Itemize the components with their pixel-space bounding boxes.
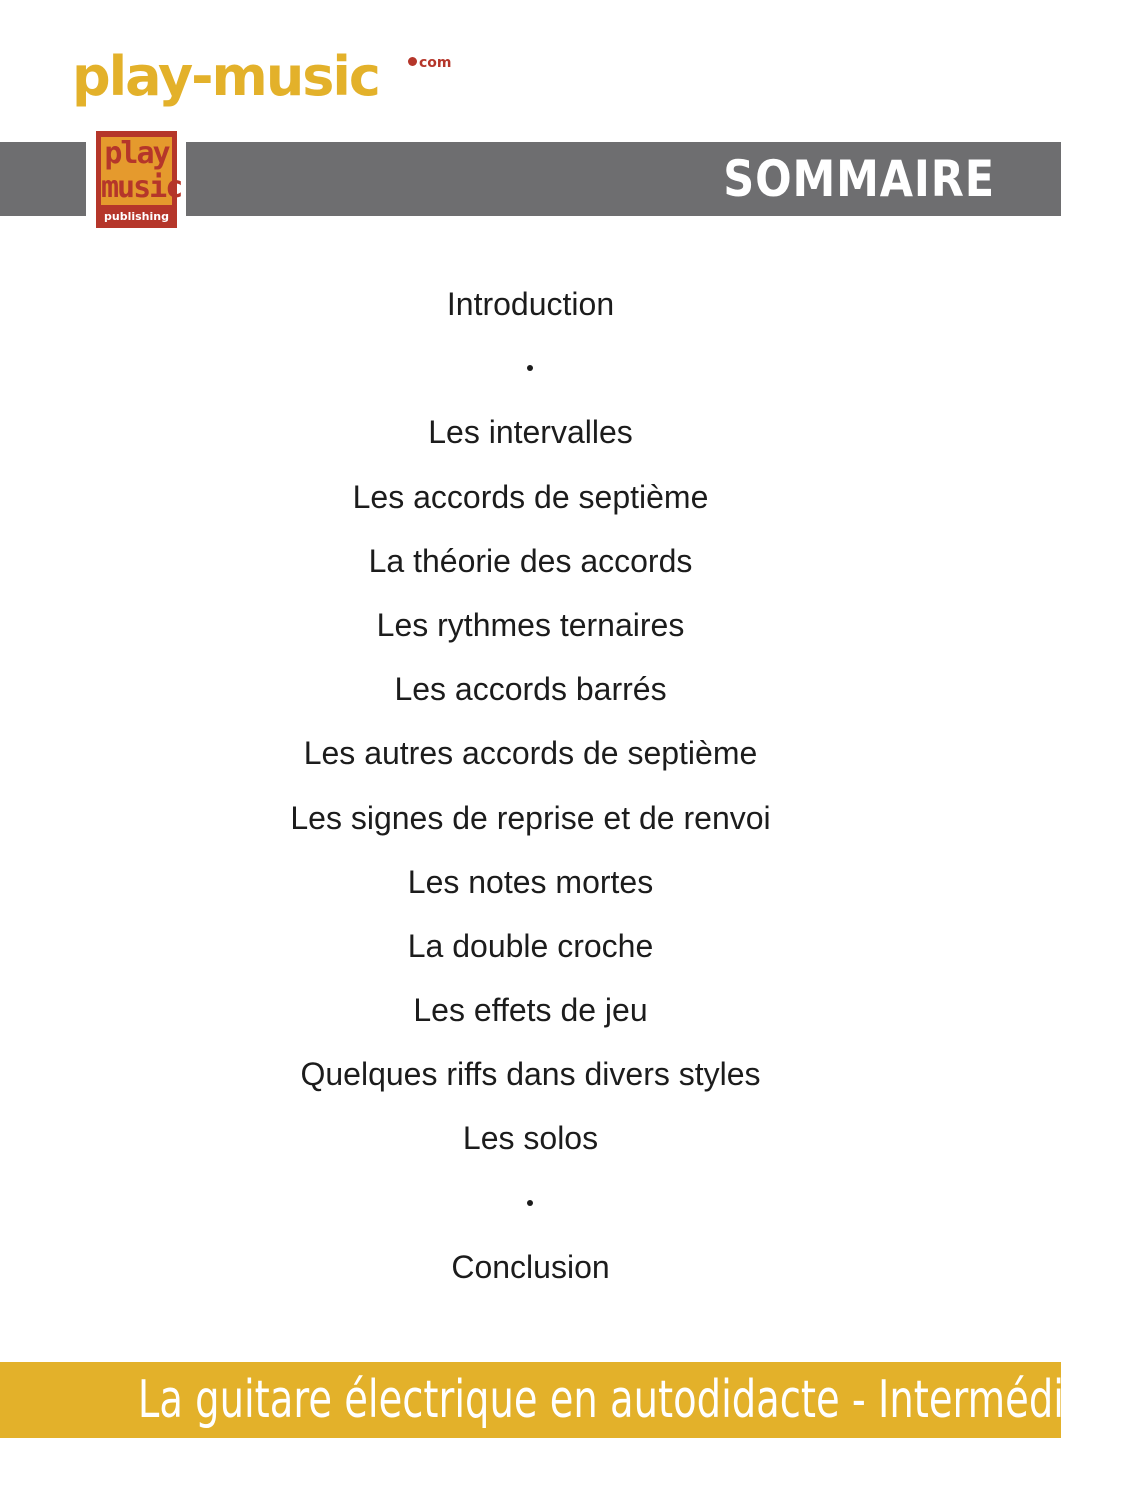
brand-logo-suffix: [408, 55, 452, 71]
badge-line-1: play: [104, 136, 169, 171]
book-title: La guitare électrique en autodidacte - Intermédiaire: [137, 1370, 1137, 1430]
toc-item: Les solos: [462, 1120, 599, 1157]
toc-item: Les effets de jeu: [413, 992, 648, 1029]
toc-item: Les signes de reprise et de renvoi: [290, 799, 771, 836]
logo-dot-icon: [408, 57, 417, 66]
toc-item: Les notes mortes: [407, 863, 654, 900]
toc-item: Les accords barrés: [394, 671, 667, 708]
bullet-icon: [527, 365, 533, 371]
brand-logo: play-music: [72, 45, 379, 108]
toc-item: Les autres accords de septième: [303, 735, 758, 772]
toc-item: Les rythmes ternaires: [376, 606, 685, 643]
toc-item: Les intervalles: [428, 414, 633, 451]
table-of-contents: [0, 272, 1061, 1299]
page-title: SOMMAIRE: [723, 150, 995, 208]
badge-line-2: music: [101, 170, 182, 205]
toc-item: La théorie des accords: [368, 542, 693, 579]
toc-item: Conclusion: [451, 1248, 610, 1285]
toc-item: Introduction: [446, 286, 615, 322]
bullet-icon: [527, 1200, 533, 1206]
brand-suffix-text: com: [419, 55, 452, 71]
toc-item: Quelques riffs dans divers styles: [300, 1056, 761, 1093]
publisher-badge: [96, 131, 182, 228]
toc-item: La double croche: [407, 927, 654, 964]
toc-item: Les accords de septième: [352, 478, 709, 515]
publisher-badge-inner: [101, 136, 182, 205]
toc-separator: [0, 1171, 1061, 1235]
toc-separator: [0, 336, 1061, 400]
badge-subtitle: publishing: [104, 210, 169, 223]
